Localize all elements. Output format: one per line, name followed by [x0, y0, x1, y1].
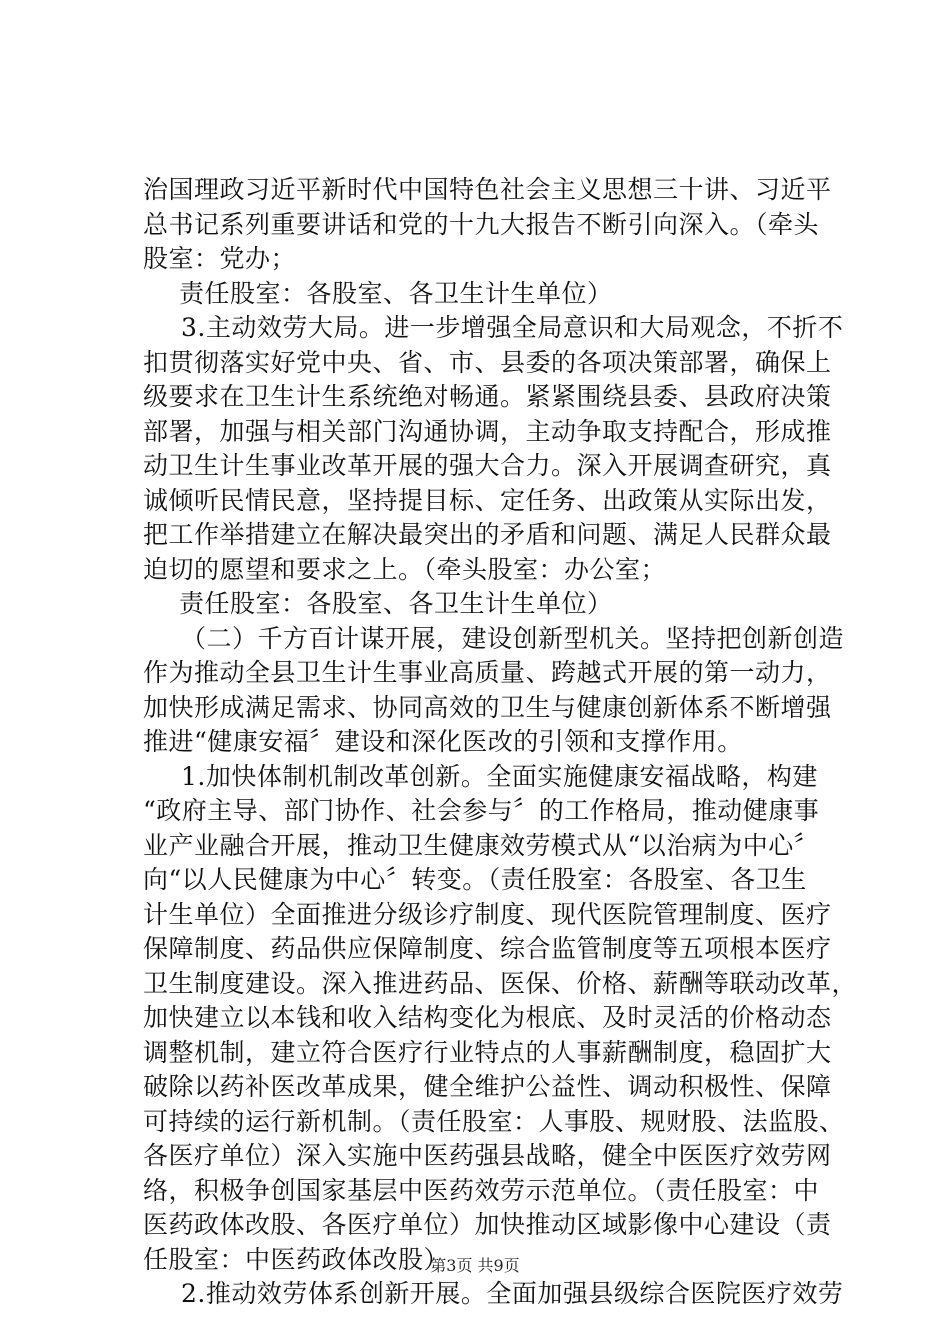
text-line: 计生单位）全面推进分级诊疗制度、现代医院管理制度、医疗: [143, 899, 832, 929]
text-line: 责任股室：各股室、各卫生计生单位）: [179, 589, 613, 618]
text-line: “政府主导、部门协作、社会参与〞的工作格局，推动健康事: [143, 796, 820, 825]
text-line: 破除以药补医改革成果，健全维护公益性、调动积极性、保障: [143, 1072, 832, 1101]
text-line: 扣贯彻落实好党中央、省、市、县委的各项决策部署，确保上: [143, 347, 832, 377]
text-line: 保障制度、药品供应保障制度、综合监管制度等五项根本医疗: [143, 934, 832, 963]
text-line: 推进“健康安福〞建设和深化医改的引领和支撑作用。: [143, 727, 743, 756]
text-line: 各医疗单位）深入实施中医药强县战略，健全中医医疗效劳网: [143, 1141, 832, 1170]
text-line: 可持续的运行新机制。（责任股室：人事股、规财股、法监股、: [143, 1106, 845, 1136]
text-line: 任股室：中医药政体改股）: [143, 1244, 450, 1274]
text-line: 3.主动效劳大局。进一步增强全局意识和大局观念，不折不: [181, 313, 844, 342]
text-line: 卫生制度建设。深入推进药品、医保、价格、薪酬等联动改革，: [143, 968, 858, 998]
text-line: 向“以人民健康为中心〞转变。（责任股室：各股室、各卫生: [143, 865, 807, 894]
text-line: 迫切的愿望和要求之上。（牵头股室：办公室；: [143, 554, 667, 584]
text-line: 部署，加强与相关部门沟通协调，主动争取支持配合，形成推: [143, 416, 832, 446]
text-line: 加快建立以本钱和收入结构变化为根底、及时灵活的价格动态: [143, 1003, 832, 1032]
document-body: [143, 173, 858, 1312]
text-line: 把工作举措建立在解决最突出的矛盾和问题、满足人民群众最: [143, 520, 832, 549]
text-line: 医药政体改股、各医疗单位）加快推动区域影像中心建设（责: [143, 1210, 832, 1239]
text-line: 责任股室：各股室、各卫生计生单位）: [179, 278, 613, 308]
text-line: 诚倾听民情民意，坚持提目标、定任务、出政策从实际出发，: [143, 485, 832, 515]
text-line: 2.推动效劳体系创新开展。全面加强县级综合医院医疗效劳: [181, 1279, 844, 1308]
text-line: 治国理政习近平新时代中国特色社会主义思想三十讲、习近平: [143, 175, 832, 204]
text-line: 总书记系列重要讲话和党的十九大报告不断引向深入。（牵头: [143, 209, 820, 239]
text-line: 作为推动全县卫生计生事业高质量、跨越式开展的第一动力，: [143, 658, 832, 687]
text-line: 1.加快体制机制改革创新。全面实施健康安福战略，构建: [181, 761, 818, 791]
text-line: 股室：党办；: [143, 244, 297, 273]
text-line: 级要求在卫生计生系统绝对畅通。紧紧围绕县委、县政府决策: [143, 382, 832, 411]
text-line: 加快形成满足需求、协同高效的卫生与健康创新体系不断增强: [143, 692, 832, 722]
text-line: 络，积极争创国家基层中医药效劳示范单位。（责任股室：中: [143, 1175, 820, 1205]
text-line: 调整机制，建立符合医疗行业特点的人事薪酬制度，稳固扩大: [143, 1037, 832, 1067]
text-line: （二）千方百计谋开展，建设创新型机关。坚持把创新创造: [181, 623, 845, 653]
text-line: 业产业融合开展，推动卫生健康效劳模式从“以治病为中心〞: [143, 830, 820, 860]
page-number-footer: 第3页 共9页: [430, 1256, 520, 1275]
text-line: 动卫生计生事业改革开展的强大合力。深入开展调查研究，真: [143, 451, 832, 480]
